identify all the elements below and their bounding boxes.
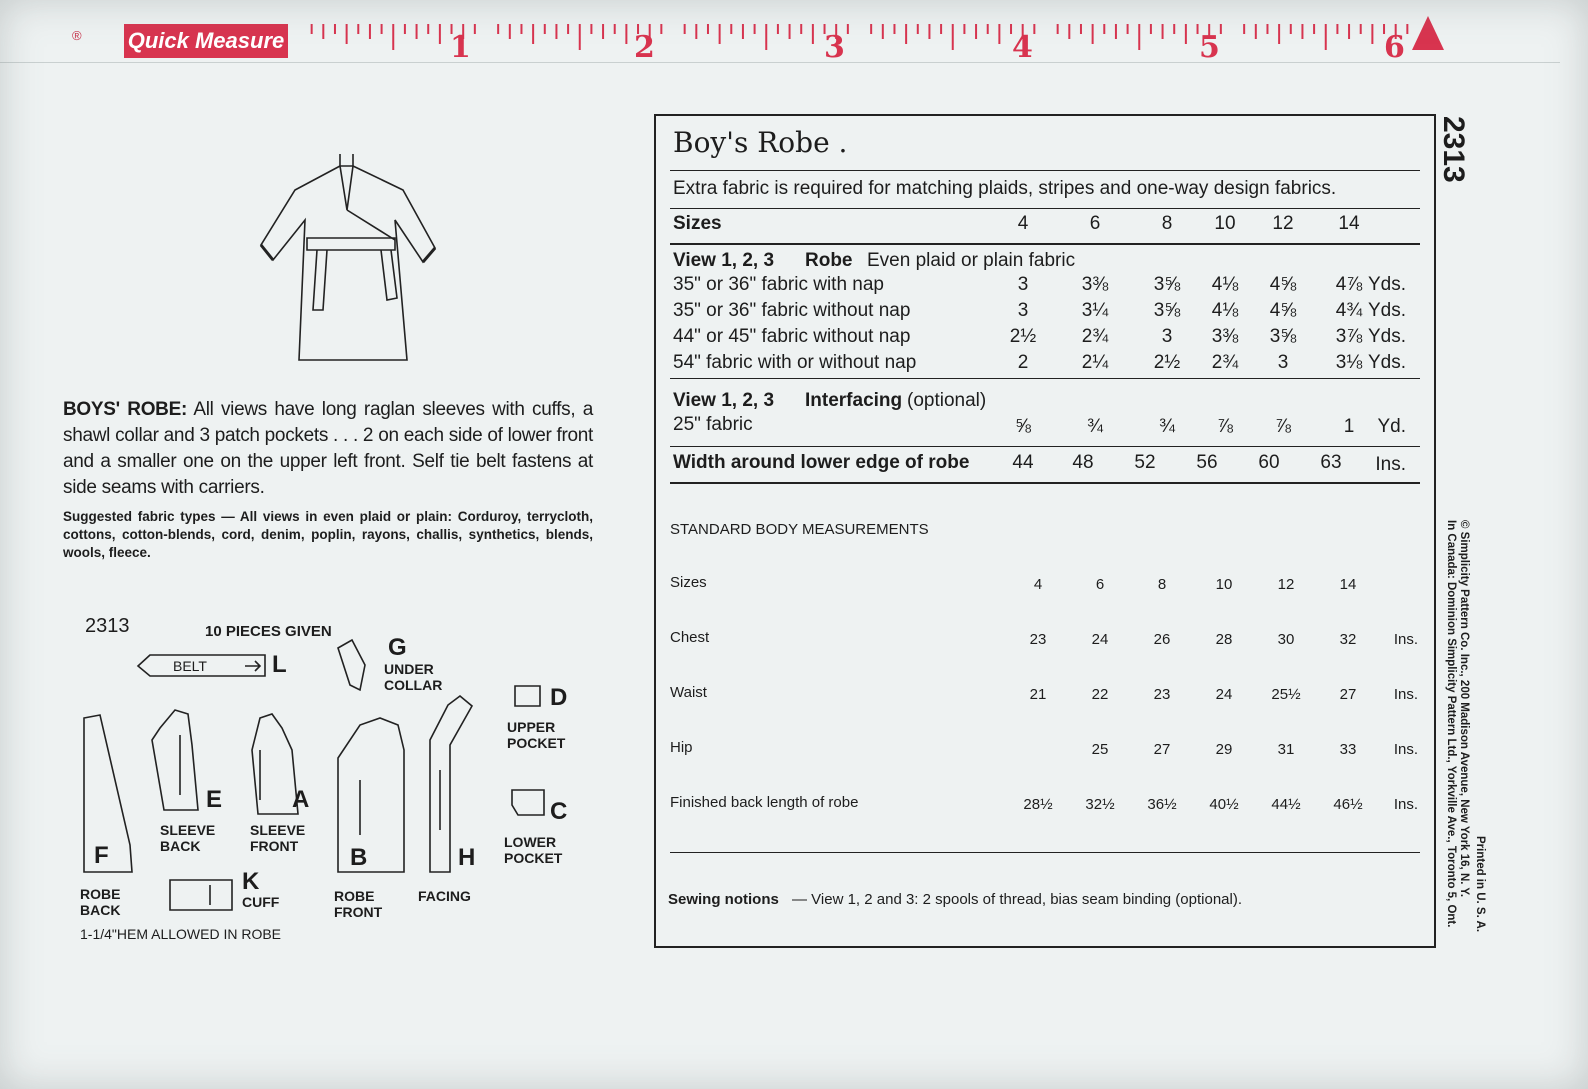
body-measurement-value: 28½ [1023,796,1053,813]
lower-pocket-letter: C [550,798,568,825]
body-measurement-value: 21 [1029,686,1047,703]
robe-back-label: ROBE BACK [80,886,121,918]
width-value: 48 [1072,452,1094,473]
robe-row-unit: Yds. [1367,352,1406,373]
interfacing-yardage-value: ¾ [1087,416,1103,437]
body-measurement-value: 28 [1215,631,1233,648]
robe-yardage-value: 4⅞ [1335,274,1363,295]
belt-letter: L [272,651,287,678]
upper-pocket-label: UPPER POCKET [507,719,566,751]
ruler-arrow-icon [1412,16,1444,50]
pieces-pattern-number: 2313 [85,615,130,637]
body-measurement-value: 36½ [1147,796,1177,813]
body-measurement-value: 23 [1029,631,1047,648]
size-column-header: 12 [1272,213,1294,234]
interfacing-divider [670,446,1420,447]
title-divider [670,170,1420,171]
robe-yardage-value: 3⅜ [1211,326,1239,347]
robe-yardage-value: 3 [1277,352,1289,373]
cuff-label: CUFF [242,894,280,910]
body-measurement-value: 8 [1157,576,1167,593]
interfacing-row-label: 25" fabric [673,414,753,435]
sewing-notions-label: Sewing notions [668,891,779,908]
robe-yardage-value: 3⅝ [1269,326,1297,347]
width-value: 56 [1196,452,1218,473]
ruler-number-3: 3 [824,30,845,65]
interfacing-view-label: View 1, 2, 3 [673,390,775,411]
printed-in-notice [1473,836,1486,932]
body-row-label: Finished back length of robe [670,794,859,811]
robe-yardage-value: 3⅝ [1153,300,1181,321]
robe-yardage-value: 3⅜ [1081,274,1109,295]
body-measurement-value: 4 [1033,576,1043,593]
robe-row-unit: Yds. [1367,326,1406,347]
body-measurement-value: 33 [1339,741,1357,758]
body-measurements-heading: STANDARD BODY MEASUREMENTS [670,521,929,538]
body-row-label: Chest [670,629,710,646]
robe-row-label: 35" or 36" fabric with nap [673,274,884,295]
robe-view-label: View 1, 2, 3 [673,250,775,271]
table-title: Boy's Robe . [673,126,848,159]
body-measurement-value: 14 [1339,576,1357,593]
robe-yardage-value: 3⅞ [1335,326,1363,347]
interfacing-yardage-value: ⅞ [1275,416,1291,437]
robe-label: Robe [805,250,853,271]
ruler-number-6: 6 [1384,30,1405,65]
size-column-header: 4 [1017,213,1029,234]
width-divider [670,482,1420,484]
body-row-label: Sizes [670,574,707,591]
side-pattern-number: 2313 [1437,116,1470,183]
body-row-unit: Ins. [1393,796,1418,813]
body-measurement-value: 24 [1215,686,1233,703]
facing-letter: H [458,844,476,871]
body-measurement-value: 27 [1153,741,1171,758]
robe-front-letter: B [350,844,368,871]
ruler-number-1: 1 [450,30,471,65]
body-measurement-value: 32½ [1085,796,1115,813]
sizes-divider [670,243,1420,245]
belt-label: BELT [173,658,207,674]
robe-yardage-value: 2½ [1009,326,1037,347]
robe-yardage-value: 2¼ [1081,352,1109,373]
robe-yardage-value: 2¾ [1081,326,1109,347]
body-measurement-value: 32 [1339,631,1357,648]
registered-mark: ® [72,28,82,43]
robe-yardage-value: 3 [1017,300,1029,321]
robe-row-label: 44" or 45" fabric without nap [673,326,911,347]
ruler-number-4: 4 [1012,30,1033,65]
body-measurement-value: 27 [1339,686,1357,703]
robe-row-unit: Yds. [1367,300,1406,321]
suggested-fabrics [63,508,593,562]
upper-pocket-letter: D [550,684,568,711]
robe-divider [670,378,1420,379]
flap-fold-line [0,62,1560,63]
body-divider [670,852,1420,853]
robe-back-letter: F [94,842,109,869]
sleeve-front-letter: A [292,786,310,813]
body-measurement-value: 12 [1277,576,1295,593]
robe-illustration [255,150,445,370]
robe-yardage-value: 2¾ [1211,352,1239,373]
robe-front-label: ROBE FRONT [334,888,383,920]
body-measurement-value: 23 [1153,686,1171,703]
robe-yardage-value: 4⅛ [1211,274,1239,295]
body-measurement-value: 31 [1277,741,1295,758]
printed-line-1: Printed in U. S. A. [1474,836,1486,933]
robe-yardage-value: 3 [1161,326,1173,347]
size-column-header: 14 [1338,213,1360,234]
robe-yardage-value: 3⅛ [1335,352,1363,373]
width-value: 63 [1320,452,1342,473]
width-value: 44 [1012,452,1034,473]
description-text: All views have long raglan sleeves with cuffs, a shawl collar and 3 patch pockets . . . 2 on each side of lower front and a smaller one on the upper left front. Self tie belt fastens at side seams with carriers. [63,399,593,498]
interfacing-yardage-value: 1 [1343,416,1355,437]
lower-pocket-label: LOWER POCKET [504,834,563,866]
robe-row-label: 54" fabric with or without nap [673,352,917,373]
robe-yardage-value: 3¼ [1081,300,1109,321]
body-measurement-value: 10 [1215,576,1233,593]
interfacing-row-unit: Yd. [1377,416,1406,437]
body-measurement-value: 40½ [1209,796,1239,813]
robe-yardage-value: 2 [1017,352,1029,373]
extra-fabric-note: Extra fabric is required for matching plaids, stripes and one-way design fabrics. [673,178,1337,199]
fabric-text: — All views in even plaid or plain: Corduroy, terrycloth, cottons, cotton-blends, cord, denim, poplin, rayons, challis, synthetics, blends, wools, fleece. [63,509,593,560]
copyright-notice [1444,520,1470,927]
pattern-pieces-diagram [60,610,620,950]
width-row-unit: Ins. [1375,454,1406,475]
body-measurement-value: 29 [1215,741,1233,758]
copyright-line-1: © Simplicity Pattern Co. Inc., 200 Madison Avenue, New York 16, N. Y. [1458,520,1470,898]
body-measurement-value: 24 [1091,631,1109,648]
body-measurement-value: 25 [1091,741,1109,758]
sewing-notions-text: — View 1, 2 and 3: 2 spools of thread, bias seam binding (optional). [792,891,1242,908]
size-column-header: 8 [1161,213,1173,234]
description-heading: BOYS' ROBE: [63,399,187,420]
robe-yardage-value: 2½ [1153,352,1181,373]
interfacing-note: (optional) [907,390,987,411]
body-measurement-value: 46½ [1333,796,1363,813]
body-row-label: Waist [670,684,707,701]
interfacing-yardage-value: ⅞ [1217,416,1233,437]
body-row-unit: Ins. [1393,631,1418,648]
sleeve-back-letter: E [206,786,223,813]
robe-yardage-value: 3⅝ [1153,274,1181,295]
pieces-given-label: 10 PIECES GIVEN [205,623,332,640]
fabric-heading: Suggested fabric types [63,509,216,524]
hem-allowance-note: 1-1/4"HEM ALLOWED IN ROBE [80,926,282,942]
note-divider [670,208,1420,209]
facing-label: FACING [418,888,471,904]
ruler-number-5: 5 [1199,30,1220,65]
body-measurement-value: 25½ [1271,686,1301,703]
robe-yardage-value: 4¾ [1335,300,1363,321]
interfacing-yardage-value: ⅝ [1015,416,1031,437]
cuff-letter: K [242,868,260,895]
robe-row-label: 35" or 36" fabric without nap [673,300,911,321]
copyright-line-2: In Canada: Dominion Simplicity Pattern Ltd., Yorkville Ave., Toronto 5, Ont. [1445,520,1457,928]
robe-yardage-value: 4⅝ [1269,300,1297,321]
body-row-unit: Ins. [1393,741,1418,758]
robe-yardage-value: 4⅝ [1269,274,1297,295]
ruler-number-2: 2 [634,30,655,65]
sizes-label: Sizes [673,213,722,234]
measuring-ruler [296,16,1426,65]
body-measurement-value: 30 [1277,631,1295,648]
robe-description: Even plaid or plain fabric [867,250,1076,271]
sleeve-front-label: SLEEVE FRONT [250,822,306,854]
robe-yardage-value: 4⅛ [1211,300,1239,321]
yardage-table [654,114,1436,948]
sleeve-back-label: SLEEVE BACK [160,822,216,854]
under-collar-label: UNDER COLLAR [384,661,443,693]
width-value: 60 [1258,452,1280,473]
width-value: 52 [1134,452,1156,473]
under-collar-letter: G [388,634,407,661]
garment-description [63,397,593,501]
size-column-header: 6 [1089,213,1101,234]
body-measurement-value: 22 [1091,686,1109,703]
body-row-label: Hip [670,739,693,756]
body-measurement-value: 44½ [1271,796,1301,813]
body-measurement-value: 6 [1095,576,1105,593]
quick-measure-label: Quick Measure [124,24,288,58]
interfacing-yardage-value: ¾ [1159,416,1175,437]
size-column-header: 10 [1214,213,1236,234]
width-row-label: Width around lower edge of robe [673,452,970,473]
body-measurement-value: 26 [1153,631,1171,648]
robe-yardage-value: 3 [1017,274,1029,295]
interfacing-label: Interfacing [805,390,903,411]
robe-row-unit: Yds. [1367,274,1406,295]
body-row-unit: Ins. [1393,686,1418,703]
